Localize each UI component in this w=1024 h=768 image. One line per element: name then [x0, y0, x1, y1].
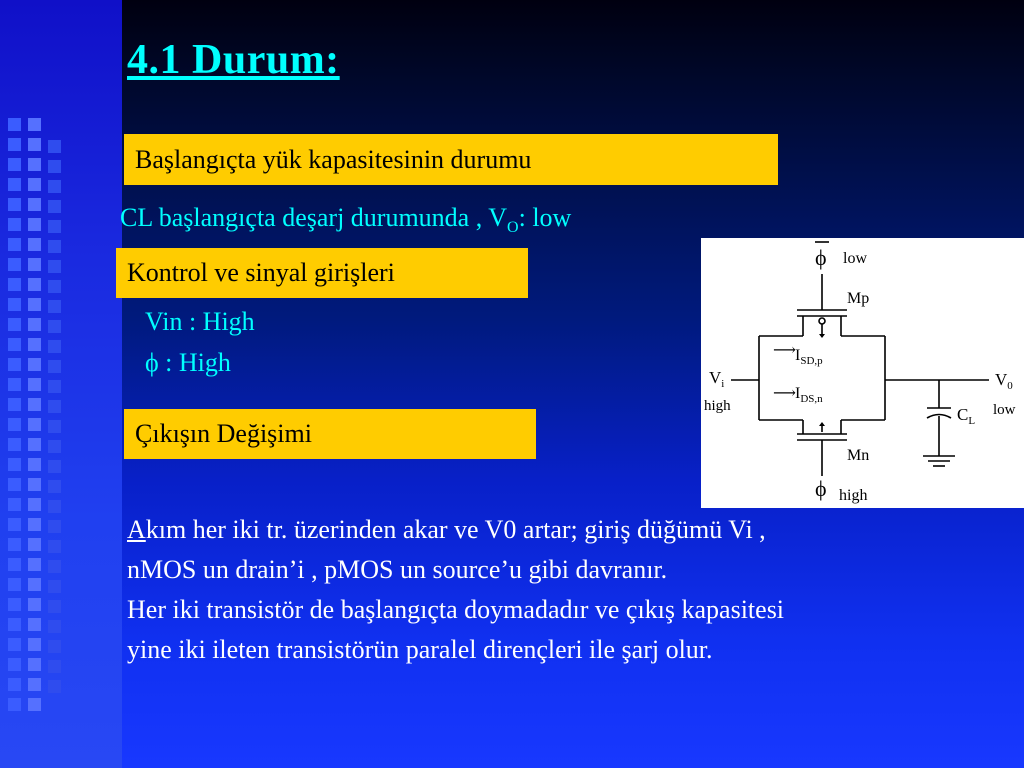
decorative-square: [28, 218, 41, 231]
decorative-square: [8, 178, 21, 191]
decorative-square: [28, 698, 41, 711]
decorative-square: [8, 698, 21, 711]
cl-discharge-line: [120, 203, 571, 237]
circuit-arrowheads: [819, 334, 825, 426]
decorative-square: [8, 658, 21, 671]
decorative-square: [48, 420, 61, 433]
decorative-square: [48, 460, 61, 473]
circuit-svg: [701, 238, 1024, 508]
paragraph-line-3: Her iki transistör de başlangıçta doymadadır ve çıkış kapasitesi: [127, 595, 785, 624]
circuit-vi-label: $V_i$: [709, 368, 725, 390]
decorative-square: [28, 258, 41, 271]
decorative-square: [8, 418, 21, 431]
circuit-nmos-label: Mn: [847, 447, 870, 464]
decorative-square: [8, 458, 21, 471]
heading-box-control-inputs-text: Kontrol ve sinyal girişleri: [127, 258, 395, 287]
heading-box-output-change-text: Çıkışın Değişimi: [135, 419, 312, 448]
decorative-square: [28, 518, 41, 531]
decorative-square: [8, 498, 21, 511]
decorative-square: [48, 300, 61, 313]
transmission-gate-circuit-diagram: [701, 238, 1024, 508]
decorative-square: [8, 238, 21, 251]
circuit-phi-state: high: [839, 487, 868, 504]
decorative-square: [28, 178, 41, 191]
decorative-square: [48, 540, 61, 553]
decorative-square: [28, 398, 41, 411]
decorative-square: [48, 180, 61, 193]
decorative-square: [48, 620, 61, 633]
paragraph-underlined-initial: A: [127, 515, 146, 544]
heading-box-initial-load-state: [124, 134, 778, 185]
decorative-square: [28, 138, 41, 151]
circuit-ids-arrow: ⟶: [773, 385, 796, 402]
circuit-phi-bar-symbol: ϕ: [815, 245, 827, 270]
decorative-square: [48, 140, 61, 153]
decorative-square: [48, 480, 61, 493]
paragraph-line-1: [127, 510, 1007, 550]
decorative-square: [48, 600, 61, 613]
decorative-square: [48, 500, 61, 513]
decorative-square: [28, 298, 41, 311]
decorative-square: [28, 438, 41, 451]
decorative-square: [48, 360, 61, 373]
decorative-square: [48, 660, 61, 673]
decorative-square: [48, 220, 61, 233]
slide-title: 4.1 Durum:: [127, 37, 340, 83]
decorative-square: [48, 240, 61, 253]
decorative-square: [28, 278, 41, 291]
heading-box-initial-load-state-text: Başlangıçta yük kapasitesinin durumu: [135, 145, 532, 174]
heading-box-output-change: [124, 409, 536, 459]
decorative-squares-column-2: [28, 118, 44, 718]
decorative-square: [48, 520, 61, 533]
decorative-square: [28, 458, 41, 471]
decorative-square: [48, 280, 61, 293]
decorative-square: [8, 218, 21, 231]
decorative-square: [8, 558, 21, 571]
decorative-square: [8, 578, 21, 591]
paragraph-line-2: nMOS un drain’i , pMOS un source’u gibi davranır.: [127, 555, 668, 584]
decorative-square: [48, 260, 61, 273]
circuit-vo-label: $V_0$: [995, 370, 1013, 392]
cl-line-suffix: : low: [518, 203, 572, 232]
decorative-square: [48, 400, 61, 413]
decorative-square: [8, 298, 21, 311]
decorative-square: [8, 118, 21, 131]
decorative-square: [48, 200, 61, 213]
circuit-phi-bar-state: low: [843, 250, 867, 267]
decorative-square: [28, 478, 41, 491]
decorative-square: [28, 338, 41, 351]
decorative-square: [48, 320, 61, 333]
circuit-pmos-label: Mp: [847, 290, 870, 307]
circuit-isd-label: $I_{SD,p}$: [795, 347, 823, 367]
circuit-cl-label: $C_L$: [957, 405, 976, 427]
decorative-square: [48, 580, 61, 593]
decorative-square: [8, 438, 21, 451]
decorative-square: [28, 118, 41, 131]
decorative-square: [28, 598, 41, 611]
paragraph-line-4: yine iki ileten transistörün paralel dirençleri ile şarj olur.: [127, 635, 713, 664]
decorative-square: [8, 258, 21, 271]
decorative-square: [28, 618, 41, 631]
decorative-square: [8, 358, 21, 371]
decorative-square: [28, 538, 41, 551]
decorative-square: [28, 238, 41, 251]
circuit-vo-state: low: [993, 402, 1016, 418]
decorative-square: [8, 538, 21, 551]
decorative-square: [28, 578, 41, 591]
paragraph-line-1-text: kım her iki tr. üzerinden akar ve V0 artar; giriş düğümü Vi ,: [145, 515, 766, 544]
circuit-phi-symbol: ϕ: [815, 476, 827, 501]
heading-box-control-inputs: [116, 248, 528, 298]
decorative-square: [8, 158, 21, 171]
decorative-square: [8, 378, 21, 391]
decorative-square: [48, 340, 61, 353]
cl-line-prefix: CL başlangıçta deşarj durumunda , V: [120, 203, 508, 232]
decorative-square: [28, 318, 41, 331]
decorative-square: [48, 440, 61, 453]
decorative-square: [48, 560, 61, 573]
decorative-square: [28, 498, 41, 511]
input-vin-high: Vin : High: [145, 307, 255, 336]
decorative-square: [28, 638, 41, 651]
decorative-square: [28, 358, 41, 371]
decorative-square: [8, 398, 21, 411]
decorative-square: [8, 678, 21, 691]
decorative-squares-column-1: [8, 118, 24, 718]
decorative-square: [8, 338, 21, 351]
decorative-square: [8, 278, 21, 291]
explanation-paragraph: [127, 510, 1007, 670]
decorative-square: [8, 638, 21, 651]
decorative-square: [48, 160, 61, 173]
decorative-square: [8, 618, 21, 631]
decorative-square: [28, 558, 41, 571]
circuit-isd-arrow: ⟶: [773, 342, 796, 359]
decorative-square: [48, 640, 61, 653]
circuit-vi-state: high: [704, 398, 731, 414]
decorative-square: [8, 198, 21, 211]
decorative-square: [8, 138, 21, 151]
decorative-square: [8, 518, 21, 531]
decorative-square: [8, 318, 21, 331]
decorative-square: [28, 658, 41, 671]
decorative-square: [28, 378, 41, 391]
decorative-square: [28, 678, 41, 691]
cl-line-subscript: O: [507, 219, 519, 237]
decorative-square: [28, 418, 41, 431]
circuit-ids-label: $I_{DS,n}$: [795, 385, 823, 405]
decorative-square: [8, 478, 21, 491]
decorative-square: [28, 198, 41, 211]
decorative-square: [48, 680, 61, 693]
decorative-square: [28, 158, 41, 171]
decorative-square: [8, 598, 21, 611]
decorative-square: [48, 380, 61, 393]
input-phi-high: ϕ : High: [145, 348, 231, 377]
decorative-squares-column-3: [48, 140, 64, 700]
